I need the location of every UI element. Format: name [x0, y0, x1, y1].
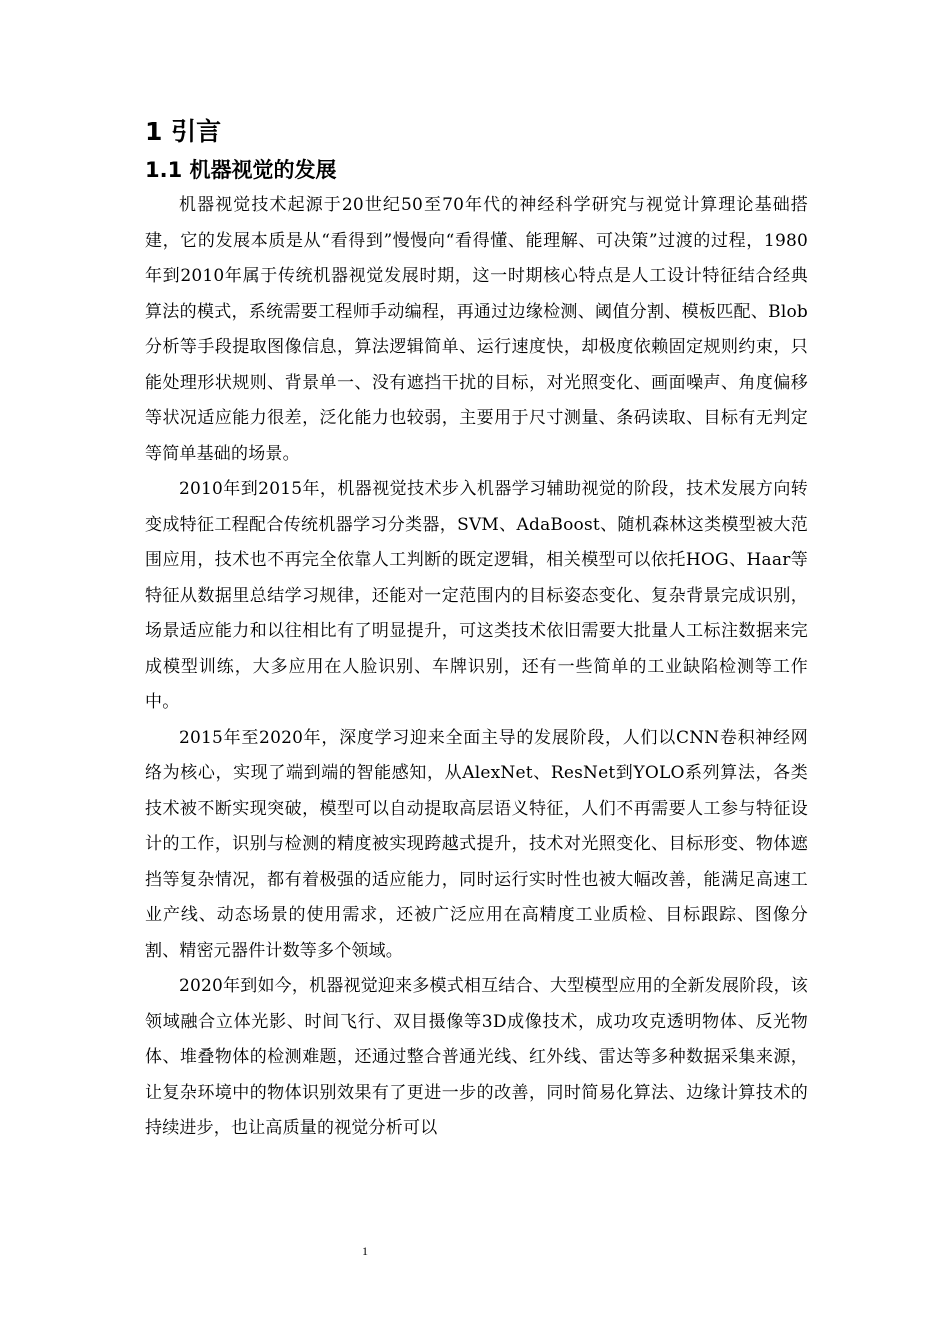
- page-body: [145, 112, 808, 1147]
- paragraph-4: 2020年到如今，机器视觉迎来多模式相互结合、大型模型应用的全新发展阶段，该领域融合立体光影、时间飞行、双目摄像等3D成像技术，成功攻克透明物体、反光物体、堆叠物体的检测难题，还通过整合普通光线、红外线、雷达等多种数据采集来源，让复杂环境中的物体识别效果有了更进一步的改善，同时简易化算法、边缘计算技术的持续进步，也让高质量的视觉分析可以: [145, 976, 808, 1138]
- paragraph-3: 2015年至2020年，深度学习迎来全面主导的发展阶段，人们以CNN卷积神经网络为核心，实现了端到端的智能感知，从AlexNet、ResNet到YOLO系列算法，各类技术被不断实现突破，模型可以自动提取高层语义特征，人们不再需要人工参与特征设计的工作，识别与检测的精度被实现跨越式提升，技术对光照变化、目标形变、物体遮挡等复杂情况，都有着极强的适应能力，同时运行实时性也被大幅改善，能满足高速工业产线、动态场景的使用需求，还被广泛应用在高精度工业质检、目标跟踪、图像分割、精密元器件计数等多个领域。: [145, 727, 808, 961]
- chapter-heading: 1 引言: [145, 117, 222, 146]
- paragraph-1: 机器视觉技术起源于20世纪50至70年代的神经科学研究与视觉计算理论基础搭建，它的发展本质是从“看得到”慢慢向“看得懂、能理解、可决策”过渡的过程，1980年到2010年属于传统机器视觉发展时期，这一时期核心特点是人工设计特征结合经典算法的模式，系统需要工程师手动编程，再通过边缘检测、阈值分割、模板匹配、Blob分析等手段提取图像信息，算法逻辑简单、运行速度快，却极度依赖固定规则约束，只能处理形状规则、背景单一、没有遮挡干扰的目标，对光照变化、画面噪声、角度偏移等状况适应能力很差，泛化能力也较弱，主要用于尺寸测量、条码读取、目标有无判定等简单基础的场景。: [145, 195, 808, 464]
- paragraph-2: 2010年到2015年，机器视觉技术步入机器学习辅助视觉的阶段，技术发展方向转变成特征工程配合传统机器学习分类器，SVM、AdaBoost、随机森林这类模型被大范围应用，技术也不再完全依靠人工判断的既定逻辑，相关模型可以依托HOG、Haar等特征从数据里总结学习规律，还能对一定范围内的目标姿态变化、复杂背景完成识别，场景适应能力和以往相比有了明显提升，可这类技术依旧需要大批量人工标注数据来完成模型训练，大多应用在人脸识别、车牌识别，还有一些简单的工业缺陷检测等工作中。: [145, 479, 808, 712]
- page-number: 1: [362, 1244, 368, 1258]
- section-heading: 1.1 机器视觉的发展: [145, 158, 337, 182]
